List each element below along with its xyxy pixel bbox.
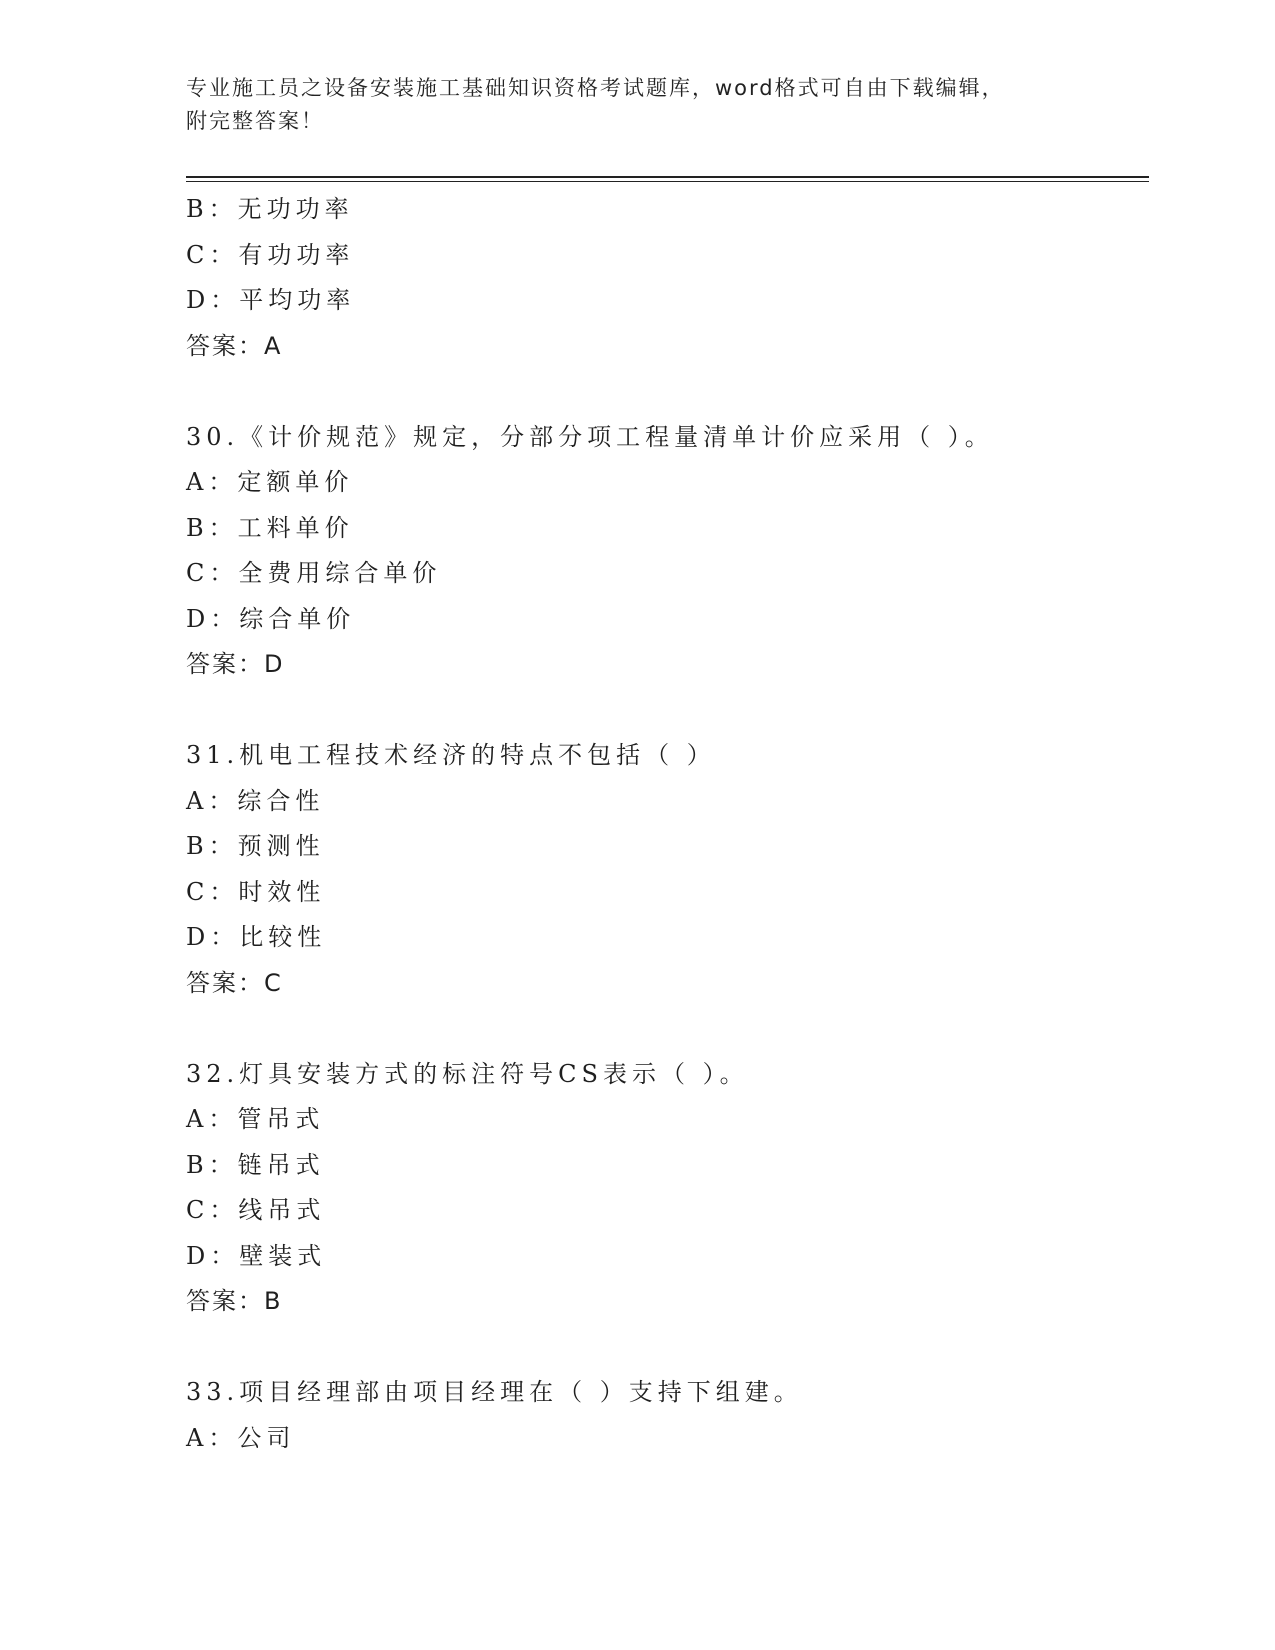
question-stem: 31.机电工程技术经济的特点不包括（ ） [186, 741, 716, 769]
question-block [186, 1052, 1146, 1325]
answer-line: 答案：C [186, 968, 283, 997]
question-list [186, 187, 1146, 1461]
option-d: D：平均功率 [186, 286, 356, 314]
option-b: B：链吊式 [186, 1150, 325, 1179]
header-divider-thick [186, 176, 1149, 178]
option-c: C：线吊式 [186, 1196, 326, 1224]
question-stem: 32.灯具安装方式的标注符号CS表示（ ）。 [186, 1059, 749, 1088]
header-divider-thin [186, 181, 1149, 182]
option-a: A：管吊式 [186, 1105, 325, 1133]
header-line-2: 附完整答案！ [186, 109, 324, 133]
block-spacer [186, 369, 1146, 415]
header-line-1: 专业施工员之设备安装施工基础知识资格考试题库，word格式可自由下载编辑， [186, 76, 1005, 100]
option-c: C：全费用综合单价 [186, 559, 442, 587]
answer-line: 答案：A [186, 331, 283, 360]
option-d: D：综合单价 [186, 604, 356, 633]
option-b: B：无功功率 [186, 195, 354, 223]
option-a: A：定额单价 [186, 468, 354, 496]
option-b: B：工料单价 [186, 513, 354, 542]
option-b: B：预测性 [186, 832, 325, 860]
document-header [186, 72, 1066, 138]
question-stem: 33.项目经理部由项目经理在（ ）支持下组建。 [186, 1378, 803, 1406]
option-a: A：公司 [186, 1423, 296, 1452]
block-spacer [186, 1325, 1146, 1371]
answer-line: 答案：B [186, 1287, 283, 1315]
option-d: D：壁装式 [186, 1241, 327, 1270]
question-block [186, 187, 1146, 369]
question-block [186, 415, 1146, 688]
block-spacer [186, 1006, 1146, 1052]
answer-line: 答案：D [186, 650, 285, 678]
option-d: D：比较性 [186, 923, 327, 951]
option-c: C：有功功率 [186, 240, 355, 269]
question-block [186, 733, 1146, 1006]
question-stem: 30.《计价规范》规定，分部分项工程量清单计价应采用（ ）。 [186, 422, 994, 451]
question-block [186, 1370, 1146, 1461]
option-a: A：综合性 [186, 786, 325, 815]
option-c: C：时效性 [186, 877, 326, 906]
block-spacer [186, 688, 1146, 734]
